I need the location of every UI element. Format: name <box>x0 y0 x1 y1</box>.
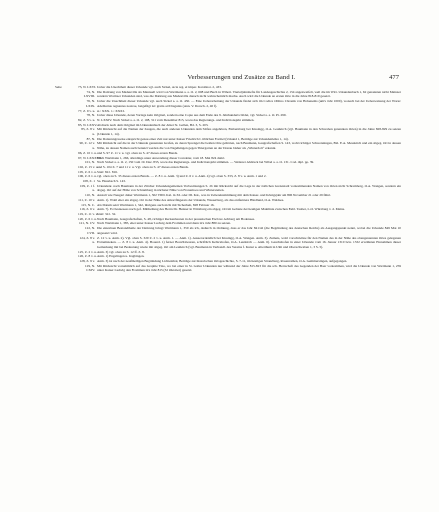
entry-reference: 126, Z. 8 v. u. <box>78 254 97 259</box>
entry-page-label: Seite <box>55 85 62 89</box>
entry-text: Anstalt wie Neugart daher Wartmann 1, 302 VIIII. Kal. in XI. oder III. Kal., was in Uebereinstimmung mit dem Kaiser- und Königsjahr am 806 November 21 oder 29 führt. <box>97 193 331 198</box>
entry-text: Die einzelnen Bestandtheile der Datirung bringt Wartmann 1, 350 als ich, dadurch in Ordnung, dass er das Jahr 841/42 (die Begründung des deutschen Reichs) als Ausgangspunkt nennt, wobei die Urkunde 849 Mai 10 angesetzt wird. <box>97 226 401 235</box>
entry-reference: 101, N. <box>84 160 95 165</box>
entry-text: Mit Rücksicht auf die Namen der Zeugen, die auch anderen Urkunden dem Stiftes angehören, Einbernburg bei Kissingg, O.A. Leutkirch (vgl. Baumann in den Schwaben genannten Orten) in die Jahre 828-829 zu setzen (Urkunde 1, 14). <box>97 127 401 137</box>
entry-reference: 85, N. LXXV. <box>78 122 98 127</box>
entry-reference: 74, N. LXVIII. <box>83 89 95 99</box>
entry-text: Ueber diese Urkunde, deren Vorlage kein Original, sondern eine Copie aus dem Ende des 9. Jahrhunderts bildet, vgl. Sickel a. a. O. Pt. 299. <box>97 113 287 118</box>
entry-reference: 128, Z. 9 v. <box>79 259 95 264</box>
entry-reference: 129, N. CXIV. <box>84 263 95 273</box>
entry-reference: 109, Z. 1 f. u. <box>79 183 95 193</box>
entry-text: Sa. Hausbach S. 143. <box>97 179 126 184</box>
entry-text: Anm. 1) Engelingen u. Iragbingen. <box>97 254 145 259</box>
entry-reference: 111, Z. 10 v. <box>78 197 95 202</box>
correction-entry <box>55 90 401 99</box>
entry-text: Z. 12 v. u. Anm. 2). Vgl. oben S. 320 Z. 2 v. u. Anm. 1. — Anm. 1). Ausserordentlich bei Kissingg, O.A. Wangen. Anm. 3). Zumeis, wohl vorschriebne für den Namen des in der Nähe des obengenannten Ortes gelegenen Extremsteken. — Z. 8 v. u. Anm. 4). Bouard. 1) ferner Bouvilsbeuren, schriftlich Kebicshofen, O.A. Leutkirch — Anm. 6). Gauchshofen in einer Urkunde vom 16. Januar 1310 bzw. 1332 erwähnten Einnahmen dieser Gemarkung mit bei Bedeutung wiede mit abgeg. Ort am Leutkirch (vgl. Baumann in Verhandl. des Vereins f. Kunst u. Alterthum in Ulm und Oberschwaben 1, 3 S. 5). <box>97 235 401 249</box>
correction-entry <box>55 184 401 193</box>
entry-reference: 120, Z. 6 v. u. <box>78 216 97 221</box>
entry-reference: 115, N. C. <box>81 202 95 207</box>
entry-text: N. LXXIV. Nach Sickel a. a. O. 2, 108, 311 vom Dezember 815, wozu das Regierungs- und Indictionsjahr stimmen. <box>97 117 255 122</box>
correction-entry <box>55 127 401 136</box>
entry-reference: 125, Z. 2 v. u. <box>78 249 97 254</box>
entry-text: Statt: 34 l. 32. <box>97 211 117 216</box>
entry-text: Statt: 84 l. 816. <box>97 169 118 174</box>
correction-entry <box>55 226 401 235</box>
corrections-list <box>55 85 401 273</box>
entry-text: Nach Baumann, Gaugrafschaften, S. 48, richtiger Reckenbeuren in der preussischen Enclave Achberg am Bodensee. <box>97 216 255 221</box>
entry-reference: 97, N. LXXXVII. <box>78 155 103 160</box>
entry-text: Abdruck nach dem Original im Urkundenbuch der Abtei St. Gallen, Bd. 3, S. 203. <box>97 122 209 127</box>
entry-reference: 110, N. <box>85 193 95 198</box>
entry-reference: 124, Z. 8 v. u. <box>79 235 95 245</box>
entry-reference: 85, Z. 8 v. u. <box>81 127 95 137</box>
correction-entry <box>55 264 401 273</box>
entry-text: und S. 104 Z. 7 und 11 v. u. Vgl. oben zu S. 47 dieses ersten Bands. <box>97 164 189 169</box>
entry-reference: 105, Z. 6 v. u. <box>78 169 97 174</box>
entry-text: Nach Sickel a. a. O. 2, 150 vom 19. Dez. 833, wozu das Regierungs- und Indictionsjahr stimmen. — Weiterer Abdruck bei Wibel a. a. O. 131. Cod. dipl. pp. 39. <box>97 160 315 165</box>
entry-text: Mit Rücksicht auf die in der Urkunde genannten Grafen, zu deren Sprengel die beiden Orte gehörten, nach Baumann, Gaugrafschaften S. 143, wohl richtiger Schwenningen, Bzl. E.A. Messkirch und ein abgeg. Ort in dessen Nähe, zu dessen Namen auch benutzt werden die von Nagelkingen gegen Thiergarten an der Donau bisher als „Winterdoli“ erkannt. <box>97 141 401 151</box>
entry-reference: 82, Z. 5 v. u. <box>78 117 96 122</box>
entry-text: Die Datierungsweise entspricht genau einer Zeit nur unter Kaiser Friedrich I. üblichen Formel (Urkund 1, Beiträge zur Urkundenlehre 1, 14). <box>97 136 289 141</box>
entry-text: Anm. 3) vgl. oben zu S. 12 ff. Z. 8. <box>97 249 145 254</box>
entry-text: Anm. 1). Wohl eher ein abgeg. Ort in der Nähe des Amortfingerets der Urkunde, Wasserburg, als das entferntere Hindlund, O.A. Waldsee. <box>97 197 285 202</box>
page-header <box>84 74 399 84</box>
entry-text: Urkundenr. nach Baumann in der Zürcher Urkundengemeinen Vorbesitzungen S. 2b mit Rücksicht auf die Lage in der östlichen Grenzstadt vorkommenden Namen von Orten nicht Schramberg, O.A. Wangen, sondern ein abgeg. Ort auf der Höhe von Schramberg in nächster Nähe von Fronemoos und Winterstetten. <box>97 183 401 193</box>
entry-text: Als Datum setzt Wartmann 1, 342, übrigens auch nicht mit Sicherheit, 828 Februar 16. <box>97 202 215 207</box>
correction-entry <box>55 141 401 150</box>
entry-reference: 73, N. LXVI. <box>78 85 97 89</box>
entry-text: Die Datirung von Madeuvilla als Mannsell wird von Wartmann a. a. O. 2, 608 und Buch in Wiberi. Vierteljahrshefte für Landesgeschichte 2, 154 angezweifelt, weil die im Wirt. Urkundenbuch 1, 62 genannten nicht Mainzer sondern Wormser Urkunden sind, was die Datirung aus Madeuvilla danach nicht wahrscheinlich mache. Auch wird die Urkunde an ersten Orte in die Jahre 818-819 gesetzt. <box>97 89 401 99</box>
entry-text: und S. 97 Z. 11 v. u. vgl. oben zu S. 47 dieses ersten Bands. <box>97 150 178 155</box>
entry-reference: 108, Z. 1 <box>82 179 95 184</box>
entry-reference: 96, Z. 10 v. u. <box>78 150 97 155</box>
entry-reference: 76, N. LXIX. <box>86 99 95 108</box>
entry-text: Nach Wartmann 1, 266, allerdings unter Anwendung dieser Correktur, vom 18. Mai 824 datirt. <box>97 155 226 160</box>
entry-text: Mit Rücksicht vornehmlich auf das Graphie Tino, wo bei einer in St. Galler Urkunden nur während der Jahre 815-823 für die sch. Herrschaft des Gegenden der Baar vorkommen, wird die Urkunde von Wartmann 1, 259 unter Kaiser Ludwig den Frommen in's Jahr 815 (32 Oktober) gesetzt. <box>97 263 401 273</box>
running-title: Verbesserungen und Zusätze zu Band I. <box>187 74 296 81</box>
page-number: 477 <box>389 74 399 81</box>
entry-text: vgl. oben zu S. 33 dieses ersten Bands. — Z. 8 v. u. Anm. 3) und Z. 6 v. u. Anm. 4) vgl. oben S. 333, Z. 8 v. u. Anm. 1 und 2. <box>97 174 267 179</box>
entry-text: Nach Wartmann 1, 385, eher unter Kaiser Ludwig dem Frommen und dann in's Jahr 880 zu setzen. <box>97 221 231 226</box>
entry-reference: 119, Z. 11 v. u. <box>78 211 99 216</box>
entry-text: Ueber die Unechtheit dieser Urkunde vgl. auch Sickel, Acta reg. et imper. Karolinor. 2, 433. <box>97 85 222 89</box>
entry-reference: 122, N. CVII. <box>84 226 95 235</box>
correction-entry <box>55 236 401 250</box>
entry-reference: 106, Z. 6 v. u. <box>78 174 97 179</box>
entry-reference: 90, Z. 12 v. u. <box>79 141 95 151</box>
entry-reference: 116, Z. 6 v. <box>79 207 95 212</box>
correction-entry <box>55 99 401 108</box>
entry-reference: 87, N. <box>86 136 95 141</box>
entry-reference: 77, Z. 9 v. u. <box>78 108 96 113</box>
entry-text: Anm. 3) ist nach der neuftheiligen Begründung Lichtenthal, Beiträge zur historischen Ortsgeschichte, S. 7-11, im heutigen Stranzburg, Rosenrathen, O.A. Gemmersingen, aufgegangen. <box>97 259 348 264</box>
entry-text: Ueber die Unechtheit dieser Urkunde vgl. auch Sickel a. a. O. 430. — Eine Ueberarbeitung der Urkunde findet sich im Codice Oblino Chronik von Hohenems (um's Jahr 1000), wonach bei der Ueberweisung der Worte: Adelhartus regnantes nostrae, beigefügt ist: gratia ad Dragunis (Ann. V. Dorsch. 2, 40 f). <box>97 99 401 108</box>
entry-reference: 78, N. <box>86 113 95 118</box>
entry-reference: 121, N. CV. <box>78 221 95 226</box>
entry-reference: 102, Z. 15 v. u. <box>78 164 99 169</box>
entry-text: Anm. 7). Ecclesiaesees nach gef. Mittheilung des Herrn Dr. Henner in Würzburg ein abgeg. Ort im Gebiete der heutigen Mainlinie zwischen Eubl. Tauber, L.O. Würzburg v. d. Mains. <box>97 207 345 212</box>
entry-text: st.: XXX. 1.: XXXI. <box>97 108 125 113</box>
